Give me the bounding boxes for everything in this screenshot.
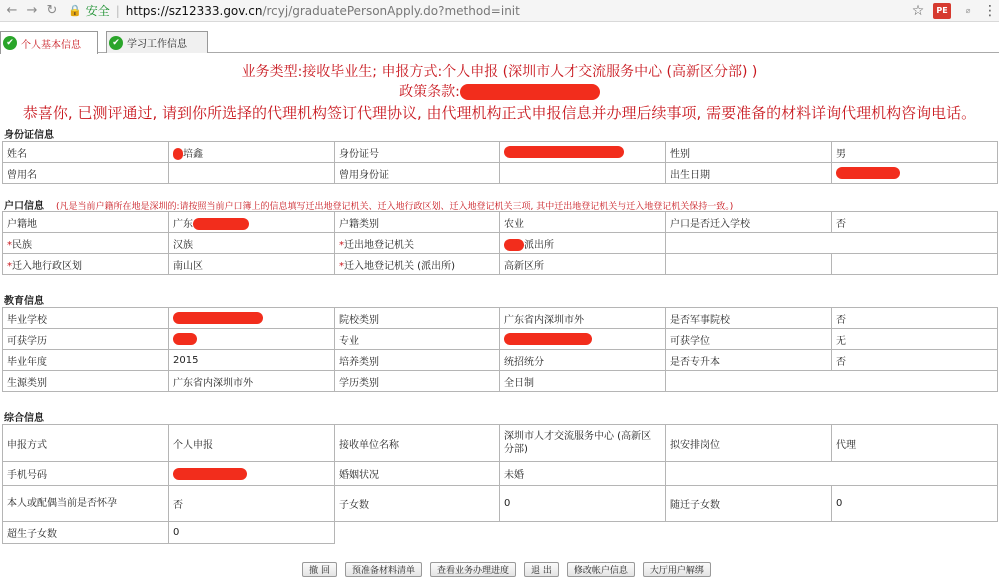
- redacted-block: [173, 148, 183, 160]
- redacted-block: [173, 468, 247, 480]
- value-in-district: 南山区: [169, 254, 335, 275]
- empty-cell: [666, 233, 998, 254]
- label-hukou-type: 户籍类别: [335, 212, 500, 233]
- section-title-education: 教育信息: [4, 296, 44, 307]
- empty-cell: [832, 254, 998, 275]
- value-major: [500, 329, 666, 350]
- empty-cell: [666, 254, 832, 275]
- section-title-hukou: 户口信息 (凡是当前户籍所在地是深圳的:请按照当前户口簿上的信息填写迁出地登记机关、迁入地行政区划、迁入地登记机关三项, 其中迁出地登记机关与迁入地登记机关保持一致。): [4, 201, 734, 212]
- value-accompanying-children: 0: [832, 486, 998, 522]
- empty-cell: [666, 371, 998, 392]
- unbind-button[interactable]: 大厅用户解绑: [643, 562, 711, 577]
- edit-account-button[interactable]: 修改帐户信息: [567, 562, 635, 577]
- browser-menu-icon[interactable]: ⋮: [983, 2, 997, 19]
- redacted-block: [460, 84, 600, 100]
- label-hukou-place: 户籍地: [3, 212, 169, 233]
- label-edu-type: 学历类别: [335, 371, 500, 392]
- policy-label: 政策条款:: [399, 84, 460, 100]
- url-separator: |: [115, 3, 120, 18]
- address-bar[interactable]: [68, 2, 907, 20]
- misc-info-table: [2, 424, 998, 544]
- value-id-number: [500, 142, 666, 163]
- label-grad-year: 毕业年度: [3, 350, 169, 371]
- redacted-block: [836, 167, 900, 179]
- label-former-id: 曾用身份证: [335, 163, 500, 184]
- redacted-block: [504, 146, 624, 158]
- value-over-quota-children: 0: [169, 522, 335, 544]
- value-planned-post: 代理: [832, 425, 998, 462]
- label-receiving-unit: 接收单位名称: [335, 425, 500, 462]
- value-origin-type: 广东省内深圳市外: [169, 371, 335, 392]
- value-hukou-type: 农业: [500, 212, 666, 233]
- label-former-name: 曾用名: [3, 163, 169, 184]
- value-school-type: 广东省内深圳市外: [500, 308, 666, 329]
- table-row: [3, 486, 998, 522]
- table-row: [3, 212, 998, 233]
- value-ethnicity: 汉族: [169, 233, 335, 254]
- label-planned-post: 拟安排岗位: [666, 425, 832, 462]
- table-row: [3, 371, 998, 392]
- secure-label: 安全: [85, 4, 110, 18]
- label-origin-type: 生源类别: [3, 371, 169, 392]
- value-hukou-place: 广东: [169, 212, 335, 233]
- policy-line: [0, 81, 999, 101]
- withdraw-button[interactable]: 撤 回: [302, 562, 337, 577]
- value-out-authority: 派出所: [500, 233, 666, 254]
- progress-button[interactable]: 查看业务办理进度: [430, 562, 516, 577]
- table-row: [3, 254, 998, 275]
- label-in-district: *迁入地行政区划: [3, 254, 169, 275]
- label-in-authority: *迁入地登记机关 (派出所): [335, 254, 500, 275]
- section-title-id: 身份证信息: [4, 130, 54, 141]
- table-row: [3, 522, 998, 544]
- label-major: 专业: [335, 329, 500, 350]
- label-school-type: 院校类别: [335, 308, 500, 329]
- label-pregnant: 本人或配偶当前是否怀孕: [3, 486, 169, 522]
- materials-list-button[interactable]: 预准备材料清单: [345, 562, 422, 577]
- table-row: [3, 425, 998, 462]
- label-marital: 婚姻状况: [335, 462, 500, 486]
- redacted-block: [193, 218, 249, 230]
- redacted-block: [504, 239, 524, 251]
- value-military: 否: [832, 308, 998, 329]
- value-name: 培鑫: [169, 142, 335, 163]
- value-degree: 无: [832, 329, 998, 350]
- label-phone: 手机号码: [3, 462, 169, 486]
- table-row: [3, 462, 998, 486]
- label-gender: 性别: [666, 142, 832, 163]
- table-row: [3, 163, 998, 184]
- empty-cell: [666, 462, 998, 486]
- forward-arrow-icon[interactable]: →: [26, 3, 38, 18]
- label-birth-date: 出生日期: [666, 163, 832, 184]
- congrats-message: 恭喜你, 已测评通过, 请到你所选择的代理机构签订代理协议, 由代理机构正式申报信息并办理后续事项, 需要准备的材料详询代理机构咨询电话。: [22, 104, 977, 122]
- value-degree-level: [169, 329, 335, 350]
- label-hukou-to-school: 户口是否迁入学校: [666, 212, 832, 233]
- value-receiving-unit: 深圳市人才交流服务中心 (高新区分部): [500, 425, 666, 462]
- value-pregnant: 否: [169, 486, 335, 522]
- redacted-block: [173, 312, 263, 324]
- value-training-type: 统招统分: [500, 350, 666, 371]
- extension-icon[interactable]: ⌀: [965, 6, 971, 15]
- label-out-authority: *迁出地登记机关: [335, 233, 500, 254]
- value-former-id: [500, 163, 666, 184]
- value-children: 0: [500, 486, 666, 522]
- hukou-note: (凡是当前户籍所在地是深圳的:请按照当前户口簿上的信息填写迁出地登记机关、迁入地行政区划、迁入地登记机关三项, 其中迁出地登记机关与迁入地登记机关保持一致。): [56, 202, 734, 212]
- label-apply-method: 申报方式: [3, 425, 169, 462]
- label-school: 毕业学校: [3, 308, 169, 329]
- section-title-misc: 综合信息: [4, 413, 44, 424]
- form-tabs: [0, 31, 999, 53]
- table-row: [3, 350, 998, 371]
- value-school: [169, 308, 335, 329]
- extension-pe-icon[interactable]: PE: [933, 3, 951, 19]
- lock-icon: 🔒: [68, 4, 82, 17]
- table-row: [3, 233, 998, 254]
- check-icon: ✔: [3, 36, 17, 50]
- hukou-info-table: [2, 211, 998, 275]
- education-info-table: [2, 307, 998, 392]
- value-upgrade: 否: [832, 350, 998, 371]
- bookmark-star-icon[interactable]: ☆: [911, 2, 925, 19]
- redacted-block: [504, 333, 592, 345]
- exit-button[interactable]: 退 出: [524, 562, 559, 577]
- check-icon: ✔: [109, 36, 123, 50]
- value-gender: 男: [832, 142, 998, 163]
- value-former-name: [169, 163, 335, 184]
- label-upgrade: 是否专升本: [666, 350, 832, 371]
- tab-personal-info[interactable]: [0, 31, 98, 54]
- url-host: https://sz12333.gov.cn: [125, 3, 263, 18]
- empty-cell: [335, 522, 998, 544]
- value-in-authority: 高新区所: [500, 254, 666, 275]
- tab-label: 学习工作信息: [127, 39, 187, 50]
- label-accompanying-children: 随迁子女数: [666, 486, 832, 522]
- value-marital: 未婚: [500, 462, 666, 486]
- url-path: /rcyj/graduatePersonApply.do?method=init: [262, 3, 520, 18]
- table-row: [3, 308, 998, 329]
- label-name: 姓名: [3, 142, 169, 163]
- table-row: [3, 142, 998, 163]
- reload-icon[interactable]: ↻: [46, 3, 58, 18]
- back-arrow-icon[interactable]: ←: [6, 3, 18, 18]
- label-children: 子女数: [335, 486, 500, 522]
- label-degree: 可获学位: [666, 329, 832, 350]
- value-apply-method: 个人申报: [169, 425, 335, 462]
- value-edu-type: 全日制: [500, 371, 666, 392]
- label-training-type: 培养类别: [335, 350, 500, 371]
- value-hukou-to-school: 否: [832, 212, 998, 233]
- redacted-block: [173, 333, 197, 345]
- label-military: 是否军事院校: [666, 308, 832, 329]
- table-row: [3, 329, 998, 350]
- label-degree-level: 可获学历: [3, 329, 169, 350]
- id-info-table: [2, 141, 998, 184]
- browser-toolbar: [0, 0, 999, 22]
- tab-label: 个人基本信息: [21, 39, 81, 51]
- label-over-quota-children: 超生子女数: [3, 522, 169, 544]
- value-phone: [169, 462, 335, 486]
- label-id-number: 身份证号: [335, 142, 500, 163]
- action-buttons: [0, 562, 999, 578]
- value-grad-year: 2015: [169, 350, 335, 371]
- label-ethnicity: *民族: [3, 233, 169, 254]
- business-type-line: 业务类型:接收毕业生; 申报方式:个人申报 (深圳市人才交流服务中心 (高新区分部) ): [241, 64, 758, 80]
- value-birth-date: [832, 163, 998, 184]
- tab-study-work-info[interactable]: [106, 31, 208, 53]
